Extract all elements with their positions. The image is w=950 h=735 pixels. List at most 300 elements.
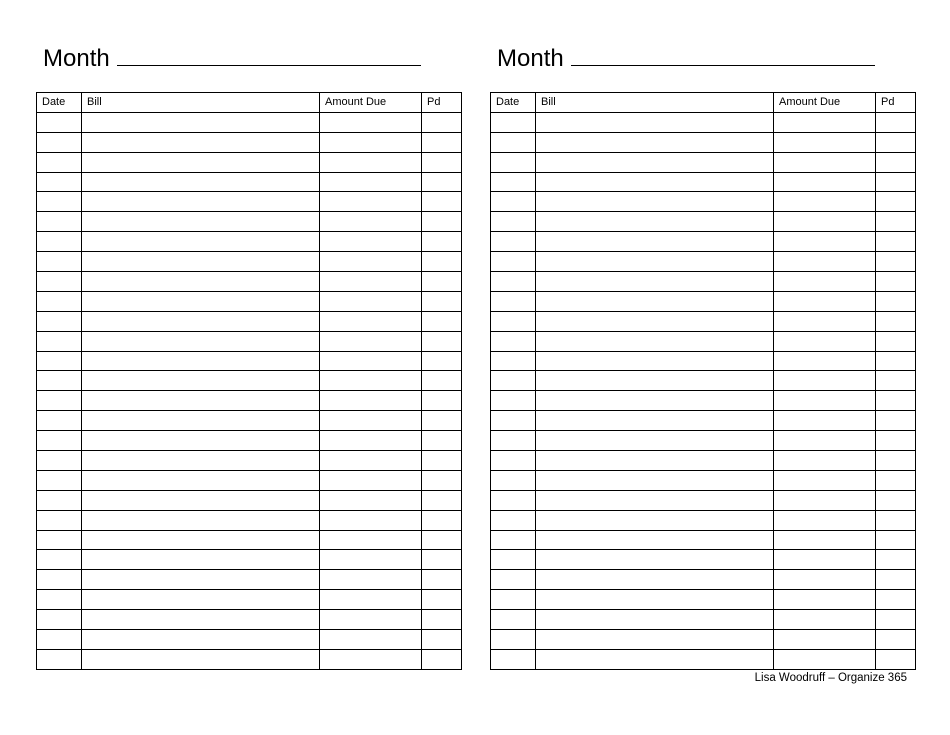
date-cell[interactable] (491, 371, 536, 391)
pd-cell[interactable] (876, 550, 916, 570)
bill-cell[interactable] (82, 232, 320, 252)
bill-cell[interactable] (82, 470, 320, 490)
bill-cell[interactable] (82, 272, 320, 292)
pd-cell[interactable] (422, 311, 462, 331)
pd-cell[interactable] (876, 610, 916, 630)
bill-cell[interactable] (536, 610, 774, 630)
date-cell[interactable] (37, 649, 82, 669)
amount-due-column-header: Amount Due (774, 93, 876, 113)
date-cell[interactable] (491, 470, 536, 490)
bill-cell[interactable] (536, 272, 774, 292)
amount-due-cell[interactable] (320, 630, 422, 650)
table-row (491, 649, 916, 669)
bill-cell[interactable] (536, 431, 774, 451)
table-row (37, 610, 462, 630)
date-cell[interactable] (491, 411, 536, 431)
pd-cell[interactable] (422, 530, 462, 550)
date-cell[interactable] (491, 172, 536, 192)
pd-cell[interactable] (876, 630, 916, 650)
amount-due-cell[interactable] (774, 470, 876, 490)
bill-cell[interactable] (82, 391, 320, 411)
date-cell[interactable] (491, 570, 536, 590)
bill-cell[interactable] (536, 252, 774, 272)
bill-cell[interactable] (82, 510, 320, 530)
amount-due-cell[interactable] (774, 311, 876, 331)
date-cell[interactable] (491, 232, 536, 252)
amount-due-cell[interactable] (774, 510, 876, 530)
pd-cell[interactable] (876, 132, 916, 152)
bill-column-header: Bill (536, 93, 774, 113)
table-row (491, 272, 916, 292)
bill-cell[interactable] (536, 311, 774, 331)
amount-due-cell[interactable] (774, 610, 876, 630)
table-row (37, 291, 462, 311)
bill-cell[interactable] (536, 391, 774, 411)
table-row (37, 630, 462, 650)
amount-due-cell[interactable] (320, 530, 422, 550)
pd-cell[interactable] (876, 152, 916, 172)
date-cell[interactable] (37, 550, 82, 570)
pd-cell[interactable] (876, 172, 916, 192)
bill-cell[interactable] (536, 132, 774, 152)
date-cell[interactable] (37, 291, 82, 311)
amount-due-cell[interactable] (774, 431, 876, 451)
pd-cell[interactable] (876, 331, 916, 351)
amount-due-cell[interactable] (320, 212, 422, 232)
date-cell[interactable] (491, 550, 536, 570)
date-cell[interactable] (491, 291, 536, 311)
date-cell[interactable] (37, 152, 82, 172)
pd-cell[interactable] (422, 510, 462, 530)
bill-cell[interactable] (536, 530, 774, 550)
pd-cell[interactable] (422, 490, 462, 510)
bill-cell[interactable] (536, 291, 774, 311)
pd-cell[interactable] (876, 411, 916, 431)
table-row (491, 172, 916, 192)
amount-due-cell[interactable] (774, 590, 876, 610)
table-row (37, 411, 462, 431)
amount-due-cell[interactable] (320, 570, 422, 590)
pd-cell[interactable] (422, 192, 462, 212)
date-cell[interactable] (37, 272, 82, 292)
amount-due-cell[interactable] (774, 172, 876, 192)
pd-cell[interactable] (422, 232, 462, 252)
pd-cell[interactable] (422, 550, 462, 570)
bill-cell[interactable] (536, 152, 774, 172)
date-cell[interactable] (37, 331, 82, 351)
date-cell[interactable] (491, 610, 536, 630)
table-row (37, 391, 462, 411)
pd-cell[interactable] (876, 212, 916, 232)
table-row (491, 451, 916, 471)
pd-cell[interactable] (422, 351, 462, 371)
table-header-row (37, 93, 462, 113)
date-cell[interactable] (491, 510, 536, 530)
table-row (37, 649, 462, 669)
amount-due-cell[interactable] (774, 411, 876, 431)
date-cell[interactable] (37, 212, 82, 232)
bill-cell[interactable] (82, 351, 320, 371)
amount-due-cell[interactable] (774, 451, 876, 471)
table-row (491, 351, 916, 371)
pd-cell[interactable] (876, 391, 916, 411)
pd-cell[interactable] (876, 510, 916, 530)
table-row (37, 192, 462, 212)
bill-cell[interactable] (82, 590, 320, 610)
bill-cell[interactable] (536, 570, 774, 590)
date-cell[interactable] (37, 371, 82, 391)
date-cell[interactable] (491, 530, 536, 550)
table-row (491, 630, 916, 650)
table-row (37, 212, 462, 232)
month-heading-right (497, 44, 875, 74)
date-cell[interactable] (491, 311, 536, 331)
date-cell[interactable] (37, 252, 82, 272)
bill-cell[interactable] (82, 132, 320, 152)
bill-cell[interactable] (536, 451, 774, 471)
bill-cell[interactable] (82, 550, 320, 570)
table-row (491, 371, 916, 391)
bill-cell[interactable] (82, 192, 320, 212)
date-cell[interactable] (37, 311, 82, 331)
bill-cell[interactable] (536, 411, 774, 431)
amount-due-cell[interactable] (774, 232, 876, 252)
date-cell[interactable] (37, 192, 82, 212)
table-row (491, 391, 916, 411)
pd-cell[interactable] (422, 152, 462, 172)
bill-cell[interactable] (536, 172, 774, 192)
date-cell[interactable] (37, 172, 82, 192)
bill-cell[interactable] (536, 371, 774, 391)
pd-cell[interactable] (422, 112, 462, 132)
table-row (37, 272, 462, 292)
pd-cell[interactable] (876, 291, 916, 311)
pd-cell[interactable] (876, 490, 916, 510)
bill-cell[interactable] (536, 550, 774, 570)
pd-cell[interactable] (422, 252, 462, 272)
bill-cell[interactable] (82, 451, 320, 471)
month-label: Month (43, 45, 110, 72)
table-row (37, 152, 462, 172)
pd-cell[interactable] (876, 272, 916, 292)
amount-due-cell[interactable] (320, 192, 422, 212)
pd-cell[interactable] (876, 470, 916, 490)
date-cell[interactable] (37, 112, 82, 132)
date-cell[interactable] (491, 351, 536, 371)
table-body (491, 112, 916, 669)
table-row (37, 172, 462, 192)
date-column-header: Date (37, 93, 82, 113)
table-row (491, 252, 916, 272)
bill-cell[interactable] (536, 630, 774, 650)
bill-cell[interactable] (82, 411, 320, 431)
amount-due-cell[interactable] (320, 132, 422, 152)
amount-due-cell[interactable] (774, 112, 876, 132)
table-row (491, 132, 916, 152)
bill-cell[interactable] (536, 470, 774, 490)
date-cell[interactable] (37, 570, 82, 590)
amount-due-cell[interactable] (774, 212, 876, 232)
bill-cell[interactable] (82, 490, 320, 510)
pd-cell[interactable] (422, 451, 462, 471)
amount-due-column-header: Amount Due (320, 93, 422, 113)
bill-cell[interactable] (536, 351, 774, 371)
date-cell[interactable] (491, 649, 536, 669)
table-row (491, 550, 916, 570)
table-row (491, 112, 916, 132)
bill-cell[interactable] (82, 172, 320, 192)
pd-column-header: Pd (422, 93, 462, 113)
date-cell[interactable] (491, 272, 536, 292)
bill-cell[interactable] (82, 431, 320, 451)
table-row (491, 311, 916, 331)
date-cell[interactable] (37, 451, 82, 471)
table-row (491, 490, 916, 510)
bill-cell[interactable] (82, 530, 320, 550)
amount-due-cell[interactable] (774, 331, 876, 351)
table-header-row (491, 93, 916, 113)
bill-cell[interactable] (82, 291, 320, 311)
amount-due-cell[interactable] (774, 272, 876, 292)
date-cell[interactable] (37, 391, 82, 411)
date-cell[interactable] (37, 510, 82, 530)
pd-cell[interactable] (422, 590, 462, 610)
amount-due-cell[interactable] (320, 172, 422, 192)
amount-due-cell[interactable] (320, 431, 422, 451)
amount-due-cell[interactable] (774, 630, 876, 650)
table-row (37, 490, 462, 510)
bill-cell[interactable] (82, 649, 320, 669)
bill-table-left (36, 92, 462, 670)
amount-due-cell[interactable] (774, 570, 876, 590)
pd-cell[interactable] (422, 291, 462, 311)
amount-due-cell[interactable] (774, 649, 876, 669)
table-row (37, 510, 462, 530)
date-cell[interactable] (491, 590, 536, 610)
bill-cell[interactable] (82, 610, 320, 630)
pd-cell[interactable] (422, 431, 462, 451)
table-row (491, 212, 916, 232)
bill-cell[interactable] (536, 331, 774, 351)
amount-due-cell[interactable] (320, 112, 422, 132)
table-row (491, 590, 916, 610)
amount-due-cell[interactable] (774, 530, 876, 550)
amount-due-cell[interactable] (320, 510, 422, 530)
date-cell[interactable] (37, 590, 82, 610)
bill-table-right (490, 92, 916, 670)
table-row (491, 470, 916, 490)
bill-cell[interactable] (536, 112, 774, 132)
table-row (37, 331, 462, 351)
date-cell[interactable] (491, 132, 536, 152)
amount-due-cell[interactable] (774, 132, 876, 152)
footer-credit: Lisa Woodruff – Organize 365 (754, 672, 907, 684)
table-row (37, 590, 462, 610)
amount-due-cell[interactable] (320, 550, 422, 570)
table-row (491, 411, 916, 431)
table-row (37, 252, 462, 272)
amount-due-cell[interactable] (774, 152, 876, 172)
table-row (491, 530, 916, 550)
pd-cell[interactable] (422, 391, 462, 411)
amount-due-cell[interactable] (320, 411, 422, 431)
month-blank-line[interactable] (117, 65, 421, 66)
date-cell[interactable] (37, 351, 82, 371)
table-row (491, 570, 916, 590)
amount-due-cell[interactable] (320, 152, 422, 172)
date-cell[interactable] (37, 232, 82, 252)
table-row (37, 530, 462, 550)
table-row (491, 152, 916, 172)
pd-cell[interactable] (876, 451, 916, 471)
bill-cell[interactable] (82, 630, 320, 650)
pd-cell[interactable] (422, 371, 462, 391)
amount-due-cell[interactable] (320, 331, 422, 351)
pd-cell[interactable] (422, 272, 462, 292)
date-cell[interactable] (37, 490, 82, 510)
pd-cell[interactable] (422, 649, 462, 669)
date-cell[interactable] (491, 331, 536, 351)
table-row (491, 610, 916, 630)
table-row (491, 510, 916, 530)
pd-cell[interactable] (876, 311, 916, 331)
bill-cell[interactable] (536, 490, 774, 510)
table-row (37, 550, 462, 570)
table-row (37, 431, 462, 451)
amount-due-cell[interactable] (774, 192, 876, 212)
pd-cell[interactable] (422, 132, 462, 152)
table-row (37, 351, 462, 371)
amount-due-cell[interactable] (320, 391, 422, 411)
pd-cell[interactable] (876, 351, 916, 371)
date-cell[interactable] (37, 431, 82, 451)
month-label: Month (497, 45, 564, 72)
table-row (37, 311, 462, 331)
date-cell[interactable] (491, 192, 536, 212)
bill-column-header: Bill (82, 93, 320, 113)
amount-due-cell[interactable] (774, 252, 876, 272)
date-cell[interactable] (37, 610, 82, 630)
date-cell[interactable] (491, 630, 536, 650)
date-cell[interactable] (491, 391, 536, 411)
date-cell[interactable] (37, 411, 82, 431)
table-row (491, 232, 916, 252)
table-row (37, 470, 462, 490)
bill-cell[interactable] (536, 212, 774, 232)
bill-cell[interactable] (82, 331, 320, 351)
pd-cell[interactable] (876, 570, 916, 590)
date-cell[interactable] (491, 112, 536, 132)
bill-cell[interactable] (82, 570, 320, 590)
table-row (37, 570, 462, 590)
amount-due-cell[interactable] (774, 490, 876, 510)
amount-due-cell[interactable] (774, 351, 876, 371)
amount-due-cell[interactable] (774, 550, 876, 570)
pd-cell[interactable] (876, 590, 916, 610)
amount-due-cell[interactable] (320, 252, 422, 272)
bill-cell[interactable] (82, 371, 320, 391)
date-cell[interactable] (491, 490, 536, 510)
table-row (491, 331, 916, 351)
amount-due-cell[interactable] (320, 649, 422, 669)
pd-cell[interactable] (422, 331, 462, 351)
pd-cell[interactable] (876, 192, 916, 212)
date-cell[interactable] (37, 630, 82, 650)
pd-cell[interactable] (876, 112, 916, 132)
table-row (37, 451, 462, 471)
table-row (37, 112, 462, 132)
date-column-header: Date (491, 93, 536, 113)
bill-cell[interactable] (536, 510, 774, 530)
amount-due-cell[interactable] (774, 291, 876, 311)
table-row (491, 291, 916, 311)
table-row (491, 192, 916, 212)
bill-cell[interactable] (82, 212, 320, 232)
pd-cell[interactable] (422, 470, 462, 490)
amount-due-cell[interactable] (320, 272, 422, 292)
date-cell[interactable] (491, 252, 536, 272)
date-cell[interactable] (491, 152, 536, 172)
pd-cell[interactable] (422, 212, 462, 232)
pd-cell[interactable] (422, 411, 462, 431)
date-cell[interactable] (491, 431, 536, 451)
amount-due-cell[interactable] (320, 590, 422, 610)
bill-cell[interactable] (536, 590, 774, 610)
date-cell[interactable] (491, 451, 536, 471)
amount-due-cell[interactable] (320, 470, 422, 490)
pd-cell[interactable] (422, 570, 462, 590)
date-cell[interactable] (37, 470, 82, 490)
amount-due-cell[interactable] (774, 391, 876, 411)
date-cell[interactable] (37, 530, 82, 550)
pd-cell[interactable] (422, 172, 462, 192)
table-row (37, 232, 462, 252)
amount-due-cell[interactable] (320, 451, 422, 471)
date-cell[interactable] (37, 132, 82, 152)
pd-cell[interactable] (422, 630, 462, 650)
table-row (491, 431, 916, 451)
bill-cell[interactable] (82, 252, 320, 272)
bill-cell[interactable] (536, 649, 774, 669)
pd-cell[interactable] (876, 649, 916, 669)
amount-due-cell[interactable] (320, 232, 422, 252)
pd-cell[interactable] (422, 610, 462, 630)
table-row (37, 132, 462, 152)
month-blank-line[interactable] (571, 65, 875, 66)
amount-due-cell[interactable] (320, 291, 422, 311)
pd-cell[interactable] (876, 530, 916, 550)
amount-due-cell[interactable] (320, 371, 422, 391)
pd-cell[interactable] (876, 431, 916, 451)
month-heading-left (43, 44, 421, 74)
bill-cell[interactable] (82, 152, 320, 172)
bill-cell[interactable] (82, 112, 320, 132)
table-body (37, 112, 462, 669)
amount-due-cell[interactable] (320, 610, 422, 630)
pd-cell[interactable] (876, 371, 916, 391)
bill-cell[interactable] (536, 232, 774, 252)
pd-cell[interactable] (876, 252, 916, 272)
bill-cell[interactable] (536, 192, 774, 212)
amount-due-cell[interactable] (774, 371, 876, 391)
bill-cell[interactable] (82, 311, 320, 331)
date-cell[interactable] (491, 212, 536, 232)
amount-due-cell[interactable] (320, 311, 422, 331)
amount-due-cell[interactable] (320, 490, 422, 510)
pd-cell[interactable] (876, 232, 916, 252)
pd-column-header: Pd (876, 93, 916, 113)
amount-due-cell[interactable] (320, 351, 422, 371)
